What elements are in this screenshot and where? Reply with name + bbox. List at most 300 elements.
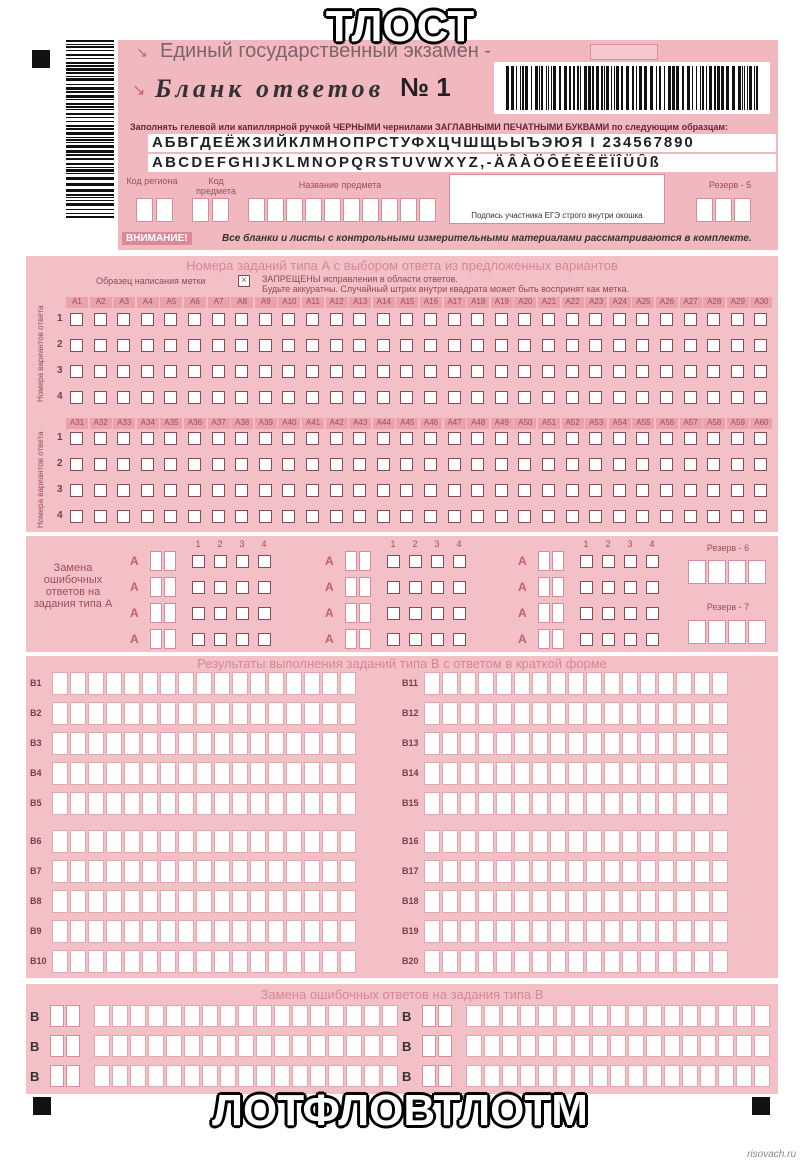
replace-b-cell[interactable]	[736, 1005, 752, 1027]
answer-checkbox[interactable]	[613, 510, 626, 523]
replace-b-cell[interactable]	[628, 1065, 644, 1087]
replace-b-cell[interactable]	[610, 1065, 626, 1087]
answer-checkbox[interactable]	[660, 339, 673, 352]
replace-b-cell[interactable]	[94, 1005, 110, 1027]
b-answer-cell[interactable]	[286, 702, 302, 725]
b-answer-cell[interactable]	[142, 792, 158, 815]
replace-checkbox[interactable]	[646, 555, 659, 568]
task-number-cell[interactable]	[345, 577, 357, 597]
answer-checkbox[interactable]	[330, 432, 343, 445]
replace-b-cell[interactable]	[556, 1065, 572, 1087]
b-answer-cell[interactable]	[52, 762, 68, 785]
b-answer-cell[interactable]	[622, 890, 638, 913]
replace-checkbox[interactable]	[646, 581, 659, 594]
b-answer-cell[interactable]	[568, 732, 584, 755]
answer-checkbox[interactable]	[684, 458, 697, 471]
answer-checkbox[interactable]	[259, 339, 272, 352]
answer-checkbox[interactable]	[566, 484, 579, 497]
b-answer-cell[interactable]	[694, 672, 710, 695]
replace-checkbox[interactable]	[214, 581, 227, 594]
answer-checkbox[interactable]	[495, 432, 508, 445]
replace-b-cell[interactable]	[148, 1005, 164, 1027]
b-answer-cell[interactable]	[124, 830, 140, 853]
answer-checkbox[interactable]	[731, 391, 744, 404]
b-answer-row[interactable]	[52, 732, 356, 755]
replace-checkbox[interactable]	[602, 633, 615, 646]
answer-checkbox[interactable]	[353, 391, 366, 404]
b-answer-cell[interactable]	[712, 792, 728, 815]
b-answer-cell[interactable]	[196, 732, 212, 755]
replace-b-cell[interactable]	[556, 1035, 572, 1057]
b-answer-cell[interactable]	[712, 732, 728, 755]
b-answer-cell[interactable]	[124, 860, 140, 883]
answer-checkbox[interactable]	[94, 484, 107, 497]
b-answer-cell[interactable]	[124, 672, 140, 695]
b-answer-cell[interactable]	[70, 830, 86, 853]
answer-checkbox[interactable]	[353, 339, 366, 352]
b-answer-cell[interactable]	[52, 732, 68, 755]
b-answer-cell[interactable]	[214, 890, 230, 913]
answer-checkbox[interactable]	[212, 510, 225, 523]
reserve6-cell[interactable]	[728, 560, 746, 584]
b-answer-cell[interactable]	[124, 920, 140, 943]
b-answer-cell[interactable]	[460, 950, 476, 973]
b-answer-cell[interactable]	[340, 792, 356, 815]
replace-b-cell[interactable]	[682, 1035, 698, 1057]
answer-checkbox[interactable]	[613, 365, 626, 378]
replace-b-row[interactable]	[94, 1065, 398, 1087]
b-answer-cell[interactable]	[496, 830, 512, 853]
b-answer-cell[interactable]	[712, 702, 728, 725]
answer-checkbox[interactable]	[377, 365, 390, 378]
answer-checkbox[interactable]	[400, 339, 413, 352]
replace-b-cell[interactable]	[502, 1005, 518, 1027]
answer-checkbox[interactable]	[400, 313, 413, 326]
b-answer-row[interactable]	[52, 792, 356, 815]
b-answer-cell[interactable]	[478, 890, 494, 913]
replace-b-cell[interactable]	[220, 1065, 236, 1087]
replace-b-cell[interactable]	[520, 1035, 536, 1057]
answer-checkbox[interactable]	[141, 458, 154, 471]
replace-b-cell[interactable]	[682, 1065, 698, 1087]
b-answer-cell[interactable]	[196, 702, 212, 725]
task-number-cell[interactable]	[50, 1065, 64, 1087]
answer-checkbox[interactable]	[377, 484, 390, 497]
task-number-cell[interactable]	[150, 577, 162, 597]
answer-checkbox[interactable]	[707, 458, 720, 471]
replace-b-cell[interactable]	[148, 1035, 164, 1057]
answer-checkbox[interactable]	[259, 313, 272, 326]
task-number-cell[interactable]	[438, 1005, 452, 1027]
b-answer-cell[interactable]	[478, 732, 494, 755]
answer-checkbox[interactable]	[518, 458, 531, 471]
replace-b-cell[interactable]	[466, 1035, 482, 1057]
b-answer-cell[interactable]	[286, 950, 302, 973]
b-answer-cell[interactable]	[214, 860, 230, 883]
answer-checkbox[interactable]	[495, 458, 508, 471]
b-answer-cell[interactable]	[124, 890, 140, 913]
b-answer-cell[interactable]	[106, 950, 122, 973]
b-answer-cell[interactable]	[88, 672, 104, 695]
b-answer-cell[interactable]	[142, 702, 158, 725]
b-answer-cell[interactable]	[232, 890, 248, 913]
b-answer-cell[interactable]	[514, 920, 530, 943]
replace-b-cell[interactable]	[328, 1065, 344, 1087]
b-answer-cell[interactable]	[196, 860, 212, 883]
answer-checkbox[interactable]	[424, 510, 437, 523]
b-answer-cell[interactable]	[640, 672, 656, 695]
answer-checkbox[interactable]	[377, 458, 390, 471]
answer-checkbox[interactable]	[542, 365, 555, 378]
replace-checkbox[interactable]	[236, 581, 249, 594]
b-answer-cell[interactable]	[622, 702, 638, 725]
replace-checkbox[interactable]	[431, 555, 444, 568]
b-answer-cell[interactable]	[676, 950, 692, 973]
replace-checkbox[interactable]	[192, 607, 205, 620]
replace-b-cell[interactable]	[538, 1005, 554, 1027]
answer-checkbox[interactable]	[377, 432, 390, 445]
answer-checkbox[interactable]	[566, 339, 579, 352]
answer-checkbox[interactable]	[164, 313, 177, 326]
b-answer-cell[interactable]	[532, 702, 548, 725]
b-answer-cell[interactable]	[604, 762, 620, 785]
task-number-cell[interactable]	[164, 577, 176, 597]
b-answer-cell[interactable]	[160, 920, 176, 943]
b-answer-cell[interactable]	[340, 672, 356, 695]
replace-checkbox[interactable]	[602, 607, 615, 620]
replace-checkbox[interactable]	[453, 607, 466, 620]
b-answer-cell[interactable]	[52, 702, 68, 725]
subject-name-cell[interactable]	[381, 198, 398, 222]
b-answer-cell[interactable]	[658, 762, 674, 785]
b-answer-cell[interactable]	[304, 762, 320, 785]
b-answer-cell[interactable]	[196, 890, 212, 913]
answer-checkbox[interactable]	[424, 391, 437, 404]
replace-b-cell[interactable]	[646, 1035, 662, 1057]
answer-checkbox[interactable]	[707, 339, 720, 352]
answer-checkbox[interactable]	[448, 365, 461, 378]
b-answer-cell[interactable]	[322, 672, 338, 695]
b-answer-cell[interactable]	[676, 732, 692, 755]
answer-checkbox[interactable]	[353, 432, 366, 445]
b-answer-cell[interactable]	[286, 672, 302, 695]
answer-checkbox[interactable]	[731, 484, 744, 497]
answer-checkbox[interactable]	[707, 313, 720, 326]
answer-checkbox[interactable]	[400, 510, 413, 523]
b-answer-cell[interactable]	[322, 860, 338, 883]
answer-checkbox[interactable]	[212, 391, 225, 404]
b-answer-cell[interactable]	[322, 762, 338, 785]
b-answer-cell[interactable]	[622, 920, 638, 943]
task-number-cell[interactable]	[66, 1065, 80, 1087]
replace-b-cell[interactable]	[754, 1065, 770, 1087]
task-number-cell[interactable]	[50, 1005, 64, 1027]
replace-b-cell[interactable]	[382, 1005, 398, 1027]
b-answer-cell[interactable]	[604, 792, 620, 815]
answer-checkbox[interactable]	[613, 432, 626, 445]
replace-checkbox[interactable]	[258, 581, 271, 594]
replace-b-cell[interactable]	[94, 1065, 110, 1087]
b-answer-cell[interactable]	[586, 830, 602, 853]
answer-checkbox[interactable]	[636, 313, 649, 326]
b-answer-cell[interactable]	[424, 830, 440, 853]
answer-checkbox[interactable]	[542, 458, 555, 471]
subject-name-cell[interactable]	[400, 198, 417, 222]
replace-checkbox[interactable]	[409, 633, 422, 646]
answer-checkbox[interactable]	[330, 313, 343, 326]
b-answer-cell[interactable]	[568, 792, 584, 815]
b-answer-cell[interactable]	[694, 732, 710, 755]
answer-checkbox[interactable]	[495, 313, 508, 326]
answer-checkbox[interactable]	[754, 391, 767, 404]
answer-checkbox[interactable]	[660, 313, 673, 326]
b-answer-cell[interactable]	[304, 860, 320, 883]
replace-b-cell[interactable]	[166, 1065, 182, 1087]
b-answer-cell[interactable]	[640, 732, 656, 755]
answer-checkbox[interactable]	[141, 365, 154, 378]
answer-checkbox[interactable]	[542, 510, 555, 523]
b-answer-cell[interactable]	[460, 702, 476, 725]
task-number-cell[interactable]	[538, 577, 550, 597]
replace-b-cell[interactable]	[592, 1065, 608, 1087]
b-answer-cell[interactable]	[88, 830, 104, 853]
answer-checkbox[interactable]	[117, 484, 130, 497]
answer-checkbox[interactable]	[495, 339, 508, 352]
answer-checkbox[interactable]	[259, 365, 272, 378]
replace-b-cell[interactable]	[610, 1005, 626, 1027]
b-answer-cell[interactable]	[622, 792, 638, 815]
answer-checkbox[interactable]	[330, 510, 343, 523]
b-answer-cell[interactable]	[88, 702, 104, 725]
replace-checkbox[interactable]	[387, 633, 400, 646]
b-answer-cell[interactable]	[478, 830, 494, 853]
b-answer-cell[interactable]	[286, 830, 302, 853]
replace-checkbox[interactable]	[387, 607, 400, 620]
b-answer-cell[interactable]	[424, 762, 440, 785]
b-answer-cell[interactable]	[514, 890, 530, 913]
answer-checkbox[interactable]	[589, 432, 602, 445]
answer-checkbox[interactable]	[259, 510, 272, 523]
answer-checkbox[interactable]	[377, 339, 390, 352]
b-answer-cell[interactable]	[496, 672, 512, 695]
answer-checkbox[interactable]	[94, 365, 107, 378]
answer-checkbox[interactable]	[141, 339, 154, 352]
replace-b-cell[interactable]	[364, 1005, 380, 1027]
b-answer-cell[interactable]	[304, 920, 320, 943]
replace-b-cell[interactable]	[130, 1035, 146, 1057]
answer-checkbox[interactable]	[636, 484, 649, 497]
b-answer-cell[interactable]	[160, 890, 176, 913]
b-answer-cell[interactable]	[124, 792, 140, 815]
answer-checkbox[interactable]	[282, 339, 295, 352]
b-answer-cell[interactable]	[88, 792, 104, 815]
b-answer-cell[interactable]	[250, 702, 266, 725]
answer-checkbox[interactable]	[471, 458, 484, 471]
b-answer-cell[interactable]	[514, 762, 530, 785]
b-answer-cell[interactable]	[88, 732, 104, 755]
b-answer-cell[interactable]	[478, 792, 494, 815]
subject-name-cell[interactable]	[324, 198, 341, 222]
b-answer-cell[interactable]	[568, 830, 584, 853]
b-answer-cell[interactable]	[604, 830, 620, 853]
replace-checkbox[interactable]	[646, 607, 659, 620]
answer-checkbox[interactable]	[235, 391, 248, 404]
answer-checkbox[interactable]	[660, 510, 673, 523]
task-number-cell[interactable]	[164, 603, 176, 623]
answer-checkbox[interactable]	[141, 391, 154, 404]
replace-b-cell[interactable]	[610, 1035, 626, 1057]
b-answer-cell[interactable]	[286, 890, 302, 913]
replace-b-cell[interactable]	[700, 1035, 716, 1057]
b-answer-cell[interactable]	[52, 830, 68, 853]
replace-b-cell[interactable]	[238, 1035, 254, 1057]
answer-checkbox[interactable]	[542, 313, 555, 326]
b-answer-cell[interactable]	[232, 732, 248, 755]
replace-checkbox[interactable]	[409, 607, 422, 620]
answer-checkbox[interactable]	[353, 484, 366, 497]
answer-checkbox[interactable]	[235, 365, 248, 378]
b-answer-cell[interactable]	[586, 732, 602, 755]
b-answer-cell[interactable]	[160, 792, 176, 815]
replace-checkbox[interactable]	[236, 555, 249, 568]
answer-checkbox[interactable]	[330, 365, 343, 378]
replace-b-cell[interactable]	[484, 1005, 500, 1027]
answer-checkbox[interactable]	[94, 391, 107, 404]
replace-b-cell[interactable]	[364, 1065, 380, 1087]
b-answer-cell[interactable]	[568, 860, 584, 883]
b-answer-cell[interactable]	[232, 860, 248, 883]
answer-checkbox[interactable]	[754, 365, 767, 378]
b-answer-cell[interactable]	[694, 830, 710, 853]
answer-checkbox[interactable]	[636, 432, 649, 445]
b-answer-cell[interactable]	[268, 920, 284, 943]
b-answer-cell[interactable]	[340, 860, 356, 883]
answer-checkbox[interactable]	[117, 365, 130, 378]
b-answer-cell[interactable]	[568, 890, 584, 913]
reserve6-cell[interactable]	[688, 560, 706, 584]
subject-name-cell[interactable]	[286, 198, 303, 222]
replace-b-cell[interactable]	[148, 1065, 164, 1087]
b-answer-cell[interactable]	[214, 920, 230, 943]
b-answer-cell[interactable]	[568, 702, 584, 725]
replace-b-row[interactable]	[466, 1065, 770, 1087]
answer-checkbox[interactable]	[188, 391, 201, 404]
answer-checkbox[interactable]	[684, 510, 697, 523]
answer-checkbox[interactable]	[589, 484, 602, 497]
answer-checkbox[interactable]	[282, 365, 295, 378]
b-answer-cell[interactable]	[214, 950, 230, 973]
b-answer-cell[interactable]	[70, 860, 86, 883]
answer-checkbox[interactable]	[471, 484, 484, 497]
answer-checkbox[interactable]	[448, 458, 461, 471]
replace-b-cell[interactable]	[202, 1005, 218, 1027]
b-answer-cell[interactable]	[694, 890, 710, 913]
answer-checkbox[interactable]	[353, 458, 366, 471]
replace-b-cell[interactable]	[346, 1035, 362, 1057]
replace-b-row[interactable]	[94, 1035, 398, 1057]
b-answer-cell[interactable]	[232, 702, 248, 725]
b-answer-cell[interactable]	[442, 860, 458, 883]
answer-checkbox[interactable]	[660, 484, 673, 497]
replace-checkbox[interactable]	[387, 581, 400, 594]
b-answer-cell[interactable]	[232, 792, 248, 815]
answer-checkbox[interactable]	[141, 484, 154, 497]
b-answer-cell[interactable]	[550, 830, 566, 853]
b-answer-cell[interactable]	[52, 950, 68, 973]
answer-checkbox[interactable]	[754, 458, 767, 471]
b-answer-cell[interactable]	[712, 672, 728, 695]
task-number-cell[interactable]	[552, 577, 564, 597]
replace-b-cell[interactable]	[466, 1065, 482, 1087]
reserve7-cell[interactable]	[748, 620, 766, 644]
b-answer-cell[interactable]	[622, 672, 638, 695]
replace-b-cell[interactable]	[538, 1065, 554, 1087]
b-answer-cell[interactable]	[694, 860, 710, 883]
b-answer-cell[interactable]	[658, 890, 674, 913]
answer-checkbox[interactable]	[212, 458, 225, 471]
replace-b-cell[interactable]	[292, 1005, 308, 1027]
answer-checkbox[interactable]	[306, 484, 319, 497]
b-answer-cell[interactable]	[514, 860, 530, 883]
task-number-cell[interactable]	[438, 1065, 452, 1087]
answer-checkbox[interactable]	[117, 432, 130, 445]
replace-b-cell[interactable]	[130, 1005, 146, 1027]
b-answer-cell[interactable]	[250, 920, 266, 943]
b-answer-cell[interactable]	[52, 890, 68, 913]
b-answer-cell[interactable]	[460, 830, 476, 853]
answer-checkbox[interactable]	[542, 391, 555, 404]
answer-checkbox[interactable]	[188, 510, 201, 523]
b-answer-cell[interactable]	[250, 672, 266, 695]
b-answer-cell[interactable]	[532, 890, 548, 913]
replace-b-cell[interactable]	[112, 1035, 128, 1057]
b-answer-cell[interactable]	[142, 860, 158, 883]
answer-checkbox[interactable]	[117, 313, 130, 326]
replace-b-cell[interactable]	[574, 1005, 590, 1027]
answer-checkbox[interactable]	[306, 391, 319, 404]
b-answer-cell[interactable]	[232, 920, 248, 943]
answer-checkbox[interactable]	[377, 313, 390, 326]
answer-checkbox[interactable]	[684, 432, 697, 445]
task-number-cell[interactable]	[422, 1065, 436, 1087]
b-answer-row[interactable]	[52, 920, 356, 943]
replace-b-cell[interactable]	[274, 1035, 290, 1057]
replace-b-cell[interactable]	[238, 1005, 254, 1027]
task-number-cell[interactable]	[538, 603, 550, 623]
replace-b-cell[interactable]	[736, 1065, 752, 1087]
b-answer-cell[interactable]	[604, 732, 620, 755]
answer-checkbox[interactable]	[306, 313, 319, 326]
b-answer-row[interactable]	[52, 890, 356, 913]
b-answer-cell[interactable]	[160, 762, 176, 785]
answer-checkbox[interactable]	[141, 510, 154, 523]
b-answer-cell[interactable]	[286, 762, 302, 785]
task-number-cell[interactable]	[66, 1005, 80, 1027]
answer-checkbox[interactable]	[400, 365, 413, 378]
b-answer-cell[interactable]	[106, 762, 122, 785]
b-answer-cell[interactable]	[586, 920, 602, 943]
b-answer-cell[interactable]	[604, 860, 620, 883]
replace-b-cell[interactable]	[256, 1005, 272, 1027]
answer-checkbox[interactable]	[70, 510, 83, 523]
replace-b-cell[interactable]	[502, 1065, 518, 1087]
answer-checkbox[interactable]	[353, 510, 366, 523]
replace-checkbox[interactable]	[236, 633, 249, 646]
replace-checkbox[interactable]	[431, 607, 444, 620]
answer-checkbox[interactable]	[731, 432, 744, 445]
task-number-cell[interactable]	[552, 629, 564, 649]
answer-checkbox[interactable]	[117, 510, 130, 523]
